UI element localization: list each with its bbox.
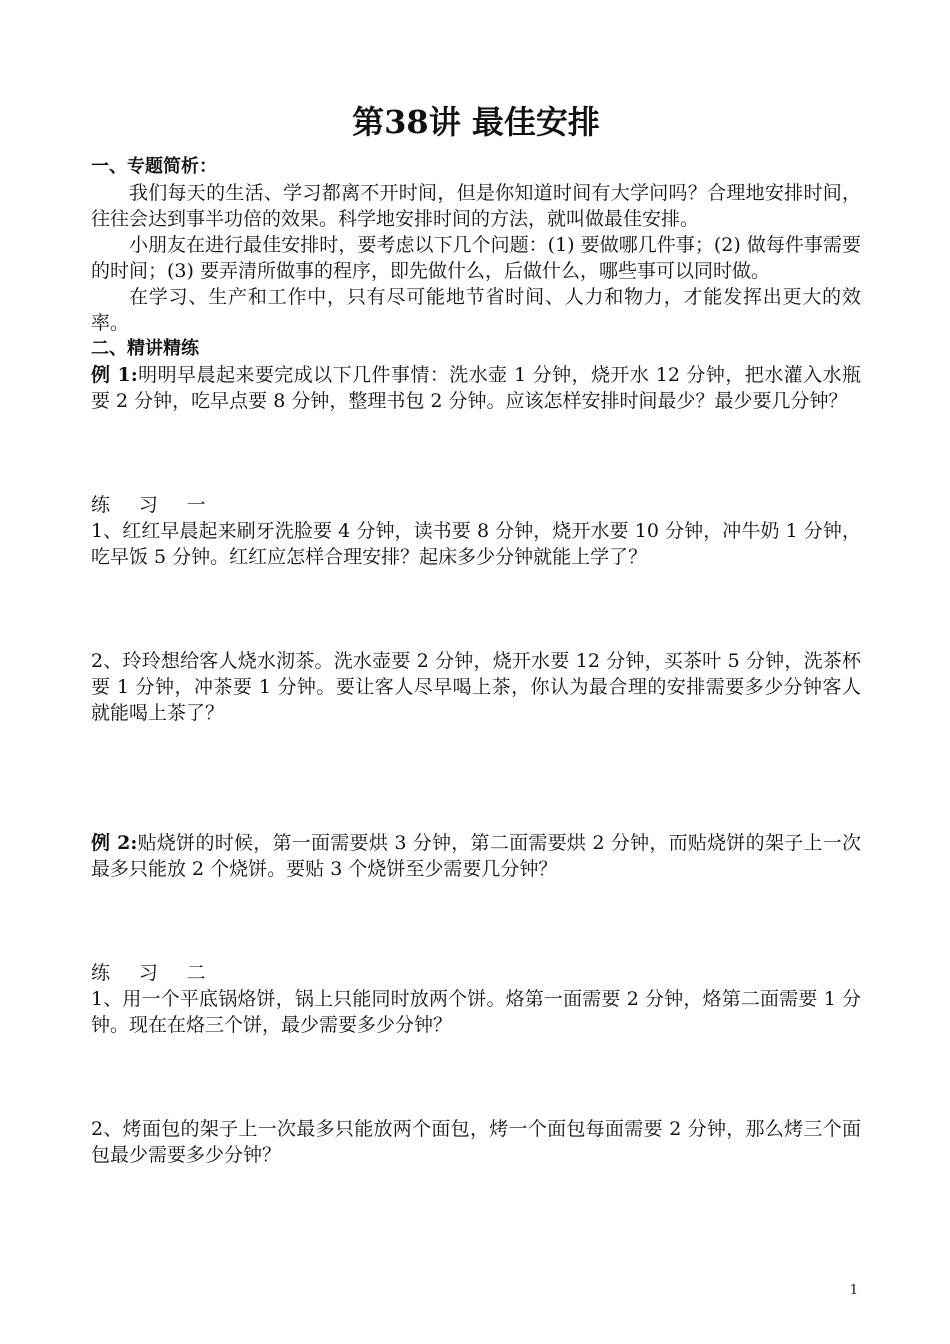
section2-heading: 二、精讲精练 [91, 338, 199, 359]
example-2 [91, 830, 861, 882]
example-1-text: 明明早晨起来要完成以下几件事情：洗水壶 1 分钟，烧开水 12 分钟，把水灌入水瓶要 2 分钟，吃早点要 8 分钟，整理书包 2 分钟。应该怎样安排时间最少？最少要几分钟？ [91, 364, 861, 412]
practice-2-question-2: 2、烤面包的架子上一次最多只能放两个面包，烤一个面包每面需要 2 分钟，那么烤三个面包最少需要多少分钟？ [91, 1118, 861, 1166]
practice-1-question-2: 2、玲玲想给客人烧水沏茶。洗水壶要 2 分钟，烧开水要 12 分钟，买茶叶 5 分钟，洗茶杯要 1 分钟，冲茶要 1 分钟。要让客人尽早喝上茶，你认为最合理的安排需要多少分钟客人就能喝上茶了？ [91, 650, 861, 724]
practice-2-question-1: 1、用一个平底锅烙饼，锅上只能同时放两个饼。烙第一面需要 2 分钟，烙第二面需要 1 分钟。现在在烙三个饼，最少需要多少分钟？ [91, 988, 861, 1036]
intro-paragraph-2: 小朋友在进行最佳安排时，要考虑以下几个问题：(1) 要做哪几件事；(2) 做每件事需要的时间；(3) 要弄清所做事的程序，即先做什么，后做什么，哪些事可以同时做。 [91, 234, 861, 282]
practice-1-question-1: 1、红红早晨起来刷牙洗脸要 4 分钟，读书要 8 分钟，烧开水要 10 分钟，冲牛奶 1 分钟，吃早饭 5 分钟。红红应怎样合理安排？起床多少分钟就能上学了？ [91, 520, 861, 568]
page-title: 第38讲 最佳安排 [352, 103, 600, 141]
document-page [91, 100, 861, 1168]
example-2-text: 贴烧饼的时候，第一面需要烘 3 分钟，第二面需要烘 2 分钟，而贴烧饼的架子上一次最多只能放 2 个烧饼。要贴 3 个烧饼至少需要几分钟？ [91, 832, 861, 880]
intro-paragraph-3: 在学习、生产和工作中，只有尽可能地节省时间、人力和物力，才能发挥出更大的效率。 [91, 286, 861, 334]
example-1 [91, 362, 861, 414]
page-number: 1 [849, 1283, 858, 1298]
example-2-label: 例 2: [91, 832, 138, 854]
section1-heading: 一、专题简析： [91, 156, 217, 177]
practice-2-title: 练 习 二 [91, 962, 218, 984]
intro-paragraph-1: 我们每天的生活、学习都离不开时间，但是你知道时间有大学问吗？合理地安排时间，往往会达到事半功倍的效果。科学地安排时间的方法，就叫做最佳安排。 [91, 182, 861, 230]
practice-1-title: 练 习 一 [91, 494, 218, 516]
example-1-label: 例 1: [91, 364, 138, 386]
